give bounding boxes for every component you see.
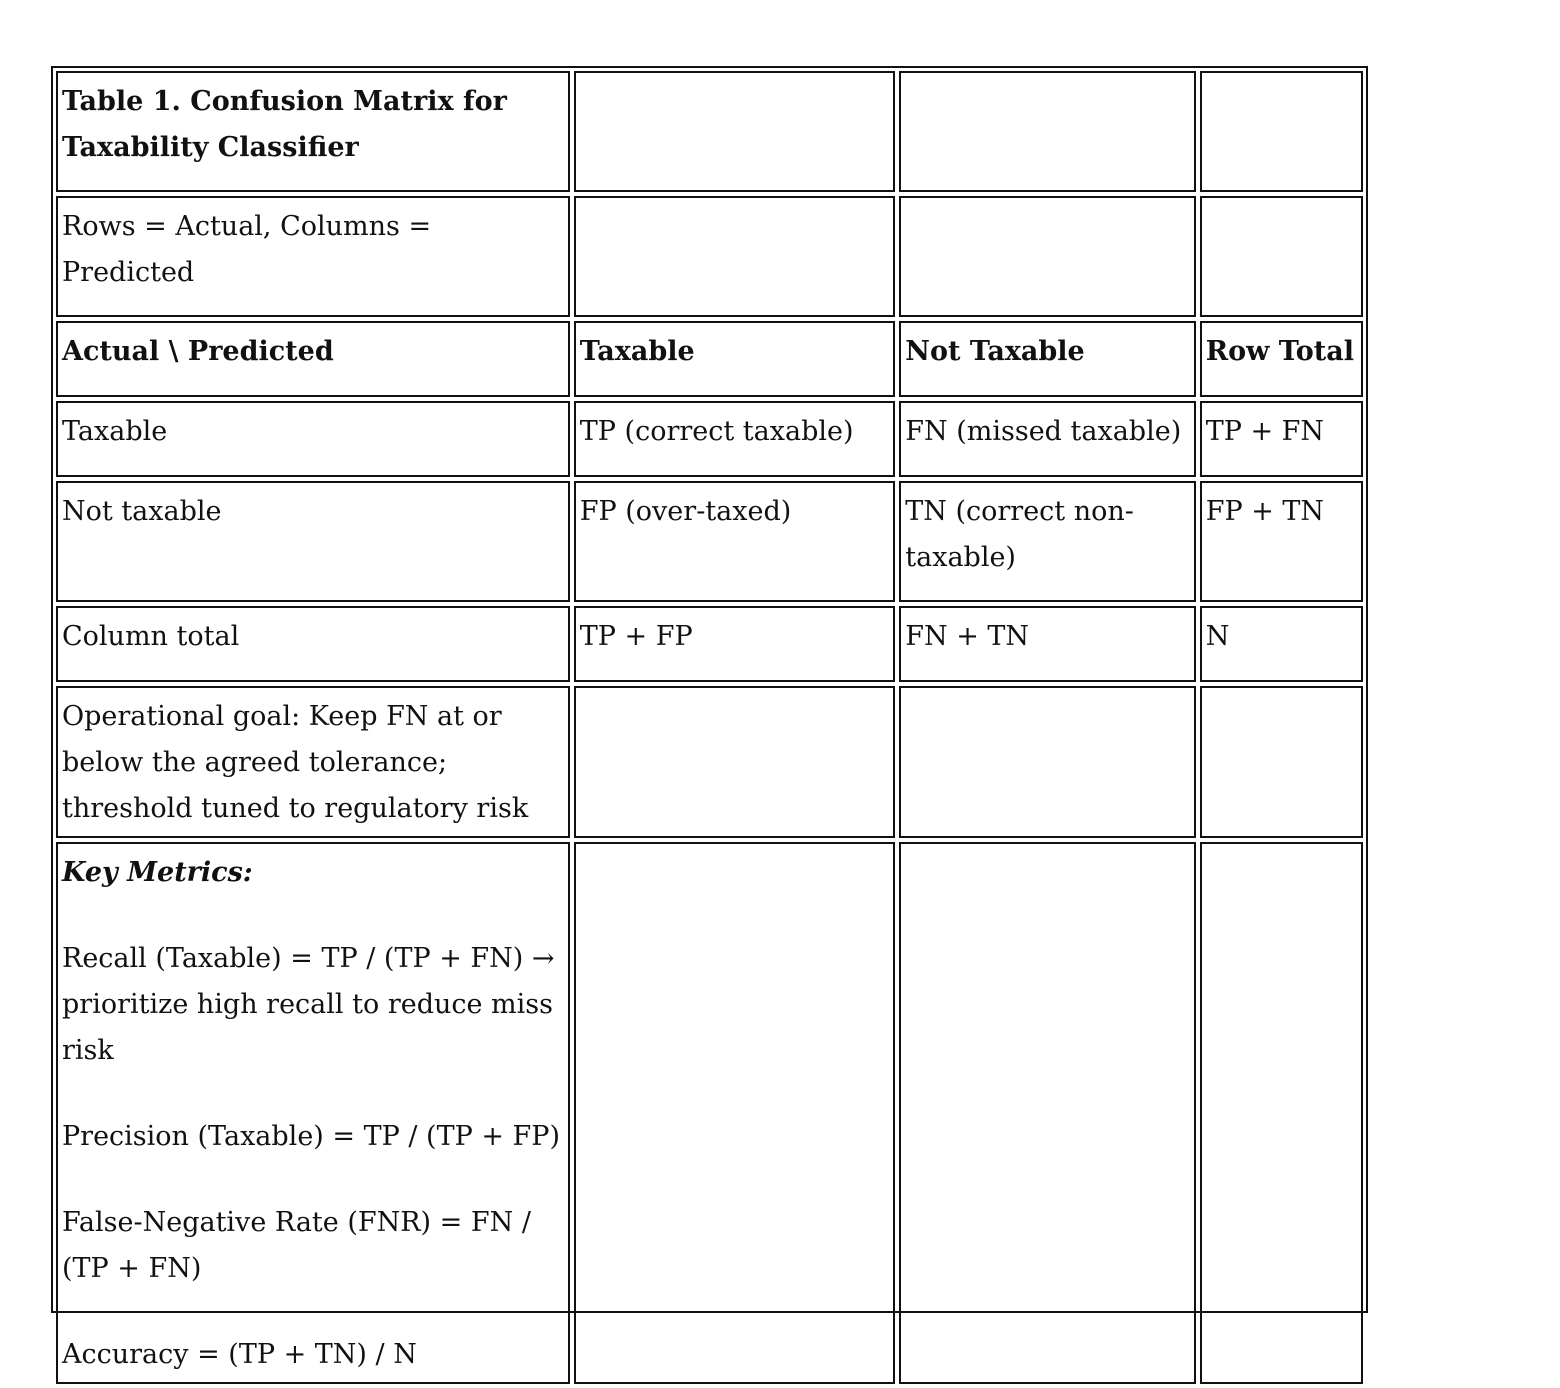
- row-label: Taxable: [56, 401, 570, 477]
- cell-row-total: N: [1200, 606, 1363, 682]
- table-row: [56, 401, 1363, 477]
- table-caption: Table 1. Confusion Matrix for Taxability Classifier: [56, 71, 570, 192]
- key-metrics-cell: [56, 842, 570, 1384]
- table-row-note: [56, 196, 1363, 317]
- table-row: [56, 481, 1363, 602]
- header-corner: Actual \ Predicted: [56, 321, 570, 397]
- cell-predicted-taxable: TP (correct taxable): [574, 401, 895, 477]
- metric-recall: Recall (Taxable) = TP / (TP + FN) → prioritize high recall to reduce miss risk: [62, 943, 555, 1066]
- empty-cell: [574, 196, 895, 317]
- cell-row-total: TP + FN: [1200, 401, 1363, 477]
- cell-row-total: FP + TN: [1200, 481, 1363, 602]
- table-header-row: [56, 321, 1363, 397]
- header-taxable: Taxable: [574, 321, 895, 397]
- metric-fnr: False-Negative Rate (FNR) = FN / (TP + FN): [62, 1207, 531, 1284]
- confusion-matrix-table-frame: [51, 66, 1368, 1370]
- operational-goal-text: Operational goal: Keep FN at or below the agreed tolerance; threshold tuned to regulatory risk: [56, 686, 570, 838]
- empty-cell: [899, 842, 1195, 1384]
- metric-precision: Precision (Taxable) = TP / (TP + FP): [62, 1121, 560, 1152]
- cell-predicted-not-taxable: FN + TN: [899, 606, 1195, 682]
- header-row-total: Row Total: [1200, 321, 1363, 397]
- row-label: Not taxable: [56, 481, 570, 602]
- cell-predicted-taxable: FP (over-taxed): [574, 481, 895, 602]
- empty-cell: [1200, 686, 1363, 838]
- empty-cell: [1200, 842, 1363, 1384]
- confusion-matrix-table: [52, 67, 1367, 1388]
- empty-cell: [899, 196, 1195, 317]
- empty-cell: [574, 71, 895, 192]
- header-not-taxable: Not Taxable: [899, 321, 1195, 397]
- metric-accuracy: Accuracy = (TP + TN) / N: [62, 1339, 417, 1370]
- empty-cell: [1200, 71, 1363, 192]
- empty-cell: [899, 686, 1195, 838]
- cell-predicted-not-taxable: FN (missed taxable): [899, 401, 1195, 477]
- empty-cell: [1200, 196, 1363, 317]
- table-row-caption: [56, 71, 1363, 192]
- empty-cell: [574, 686, 895, 838]
- table-row: [56, 606, 1363, 682]
- table-note: Rows = Actual, Columns = Predicted: [56, 196, 570, 317]
- empty-cell: [899, 71, 1195, 192]
- empty-cell: [574, 842, 895, 1384]
- table-row-key-metrics: [56, 842, 1363, 1384]
- cell-predicted-taxable: TP + FP: [574, 606, 895, 682]
- cell-predicted-not-taxable: TN (correct non-taxable): [899, 481, 1195, 602]
- table-row-operational-goal: [56, 686, 1363, 838]
- key-metrics-heading: Key Metrics:: [62, 857, 253, 888]
- row-label: Column total: [56, 606, 570, 682]
